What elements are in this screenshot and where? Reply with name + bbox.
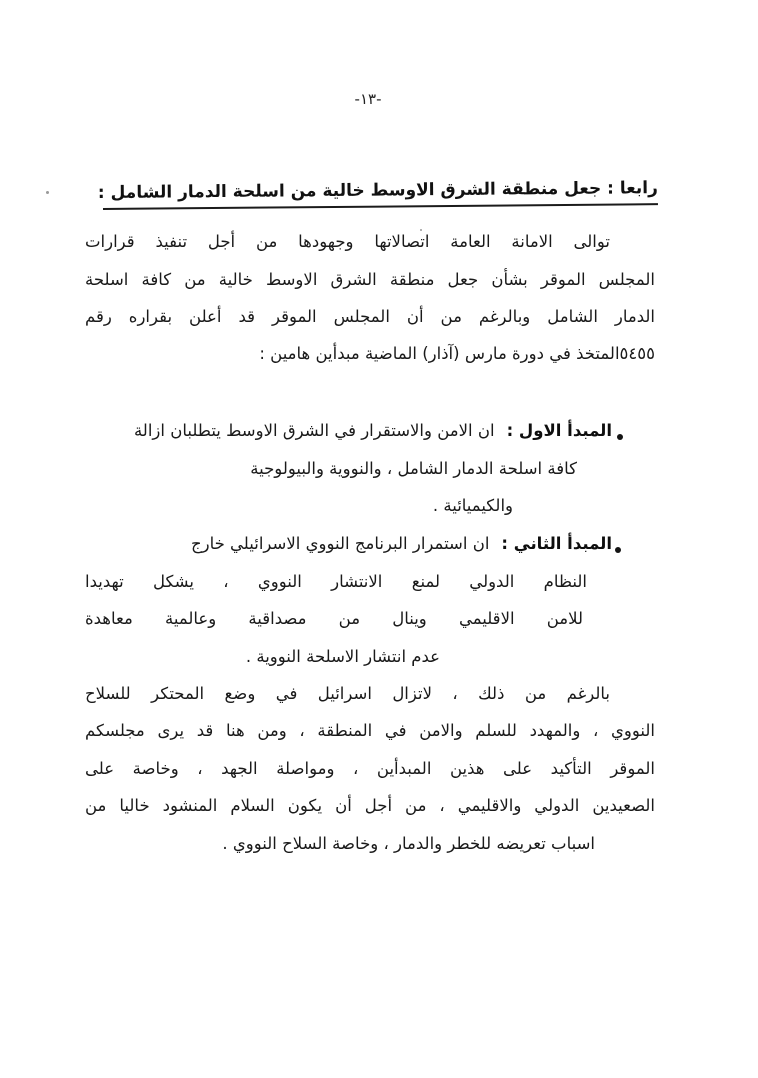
intro-line-1: توالى الامانة العامة اتصالاتها وجهودها من أجل تنفيذ قرارات	[85, 232, 610, 251]
closing-line-5: اسباب تعريضه للخطر والدمار ، وخاصة السلاح النووي .	[222, 834, 595, 853]
closing-line-4: الصعيدين الدولي والاقليمي ، من أجل أن يكون السلام المنشود خاليا من	[85, 796, 655, 815]
principle-1-line-1	[85, 418, 655, 444]
closing-line-2: النووي ، والمهدد للسلم والامن في المنطقة ، ومن هنا قد يرى مجلسكم	[85, 721, 655, 740]
principle-2-text: ان استمرار البرنامج النووي الاسرائيلي خارج	[190, 534, 490, 553]
intro-line-4: ٥٤٥٥المتخذ في دورة مارس (آذار) الماضية مبدأين هامين :	[259, 344, 655, 363]
principle-2-line-1	[85, 531, 655, 557]
principle-2-line-4: عدم انتشار الاسلحة النووية .	[245, 647, 440, 666]
principle-2-label: المبدأ الثاني :	[501, 534, 612, 553]
closing-line-1: بالرغم من ذلك ، لاتزال اسرائيل في وضع المحتكر للسلاح	[85, 684, 610, 703]
principle-1-text: ان الامن والاستقرار في الشرق الاوسط يتطلبان ازالة	[133, 421, 495, 440]
intro-line-3: الدمار الشامل وبالرغم من أن المجلس الموقر قد أعلن بقراره رقم	[85, 307, 655, 326]
principle-2-line-3: للامن الاقليمي وينال من مصداقية وعالمية معاهدة	[85, 609, 583, 628]
principle-2-line-2: النظام الدولي لمنع الانتشار النووي ، يشكل تهديدا	[85, 572, 587, 591]
principle-1-line-3: والكيميائية .	[432, 496, 513, 515]
section-heading: رابعا : جعل منطقة الشرق الاوسط خالية من اسلحة الدمار الشامل :	[103, 178, 658, 210]
scan-speck	[46, 191, 49, 194]
closing-line-3: الموقر التأكيد على هذين المبدأين ، ومواصلة الجهد ، وخاصة على	[85, 759, 655, 778]
intro-line-2: المجلس الموقر بشأن جعل منطقة الشرق الاوسط خالية من كافة اسلحة	[85, 270, 655, 289]
principle-1-label: المبدأ الاول :	[506, 421, 612, 440]
page-number: -١٣-	[354, 90, 382, 108]
principle-1-line-2: كافة اسلحة الدمار الشامل ، والنووية والبيولوجية	[250, 459, 577, 478]
